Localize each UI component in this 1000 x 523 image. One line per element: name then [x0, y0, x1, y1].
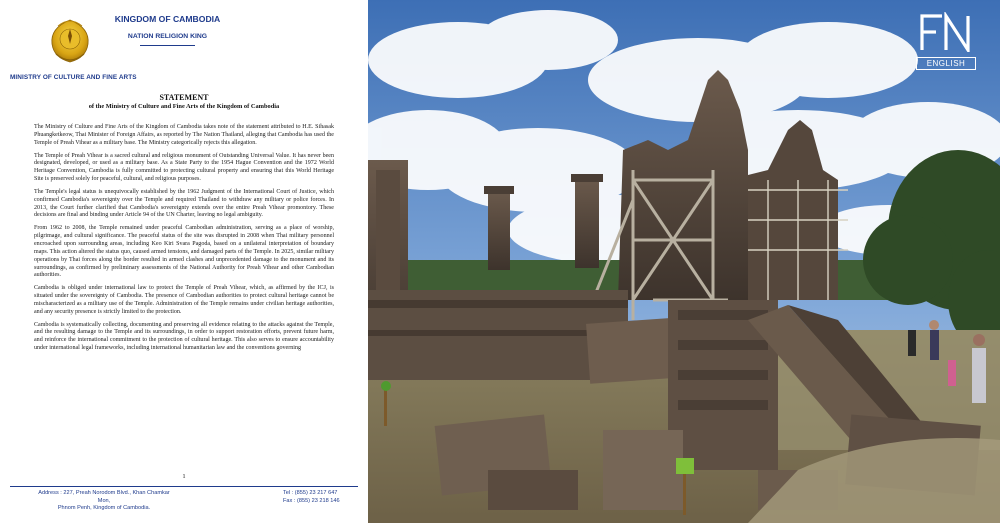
statement-body — [34, 124, 334, 358]
address-line: Address : 227, Preah Norodom Blvd., Khan Chamkar Mon, — [38, 490, 170, 504]
paragraph: The Temple of Preah Vihear is a sacred cultural and religious monument of Outstanding Universal Value. It has never been designated, developed, or used as a military base. As a State Party to the 1954 Hague Convention and the 1972 World Heritage Convention, Cambodia is fully committed to protecting cultural property and ensuring that this World Heritage Site is preserved solely for peaceful, cultural, and religious purposes. — [34, 152, 334, 183]
footer-divider — [10, 486, 358, 487]
fax-number: Fax : (855) 23 218 146 — [283, 497, 340, 504]
statement-title: STATEMENT — [159, 93, 209, 102]
paragraph: The Ministry of Culture and Fine Arts of the Kingdom of Cambodia takes note of the statement attributed to H.E. Sihasak Phuangketkeow, Thai Minister of Foreign Affairs, as reported by The Nation Thailand, alleging that Cambodia has used the Temple of Preah Vihear as a military base. The Ministry categorically rejects this allegation. — [34, 124, 334, 146]
kingdom-heading: KINGDOM OF CAMBODIA — [114, 14, 221, 24]
page-number: 1 — [182, 473, 186, 480]
address-line: Phnom Penh, Kingdom of Cambodia. — [57, 505, 151, 511]
statement-subtitle: of the Ministry of Culture and Fine Arts of the Kingdom of Cambodia — [88, 103, 280, 110]
paragraph: Cambodia is systematically collecting, documenting and preserving all evidence relating to the attacks against the Temple, and the resulting damage to the Temple and its surroundings, in order to support restoration efforts, prevent future harm, and reinforce the international commitment to the protection of cultural heritage. This also serves to ensure accountability under international legal frameworks, including international humanitarian law and the conventions governing — [34, 321, 334, 352]
ministry-emblem-icon — [46, 14, 94, 66]
fresh-news-watermark — [916, 12, 976, 70]
national-motto: NATION RELIGION KING — [127, 33, 208, 40]
footer-contact — [283, 490, 340, 505]
paragraph: Cambodia is obliged under international law to protect the Temple of Preah Vihear, which, as affirmed by the ICJ, is situated under the sovereignty of Cambodia. The presence of Cambodian authorities to protect cultural heritage cannot be mischaracterized as a military use of the Temple. Administration of the Temple remains under civilian heritage authorities, and any security presence is strictly limited to the protection. — [34, 285, 334, 315]
fn-logo-icon — [916, 12, 976, 52]
paragraph: The Temple's legal status is unequivocally established by the 1962 Judgment of the International Court of Justice, which confirmed Cambodia's sovereignty over the Temple and required Thailand to withdraw any military or police forces. In 2013, the Court further clarified that Cambodia's sovereignty extends over the entire Preah Vihear promontory. These decisions are final and binding under Article 94 of the UN Charter, leaving no legal ambiguity. — [34, 188, 334, 219]
motto-divider — [140, 45, 195, 46]
ministry-name: MINISTRY OF CULTURE AND FINE ARTS — [10, 74, 137, 81]
temple-ruins-illustration — [368, 0, 1000, 523]
temple-photo — [368, 0, 1000, 523]
footer-address — [34, 490, 174, 513]
watermark-language-label: ENGLISH — [916, 57, 976, 70]
statement-document — [0, 0, 368, 523]
phone-number: Tel : (855) 23 217 647 — [283, 490, 338, 496]
paragraph: From 1962 to 2008, the Temple remained under peaceful Cambodian administration, serving as a place of worship, pilgrimage, and cultural significance. The peaceful status of the site was disrupted in 2008 when Thai military personnel encroached upon surrounding areas, including Keo Kiri Svara Pagoda, based on a unilateral interpretation of boundary maps. This action altered the status quo, caused armed tensions, and damaged parts of the Temple. In 2025, similar military operations by Thai forces along the border resulted in armed clashes and unprecedented damage to the monument and its surroundings, as confirmed by preliminary assessments of the National Authority for Preah Vihear and other Cambodian authorities. — [34, 225, 334, 279]
